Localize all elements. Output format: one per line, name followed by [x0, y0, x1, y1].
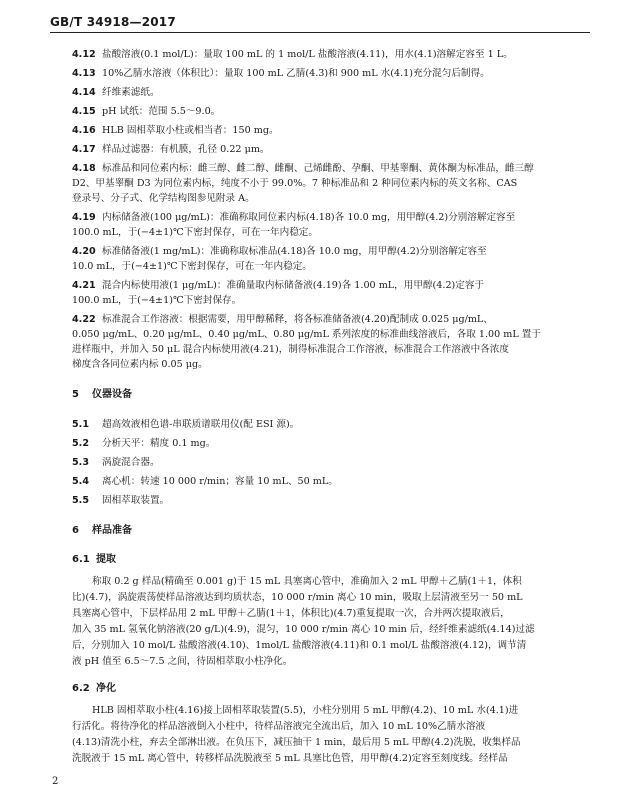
item-number: 4.12: [72, 49, 96, 60]
item-continuation: 进样瓶中，并加入 50 μL 混合内标使用液(4.21)，制得标准混合工作溶液，标准混合工作溶液中各浓度: [72, 344, 509, 355]
item-text: 固相萃取装置。: [102, 495, 170, 506]
item-continuation: 100.0 mL，于(−4±1)℃下密封保存，可在一年内稳定。: [72, 227, 318, 238]
item-text: 标准储备液(1 mg/mL)：准确称取标准品(4.18)各 10.0 mg，用甲醇(4.2)分别溶解定容至: [102, 246, 487, 257]
section-title: 样品准备: [92, 525, 132, 536]
subsection-title: 净化: [96, 683, 116, 694]
page-number: 2: [52, 776, 59, 787]
item-number: 5.1: [72, 419, 89, 430]
paragraph-line: 具塞离心管中，下层样品用 2 mL 甲醇＋乙腈(1＋1，体积比)(4.7)重复提取一次，合并两次提取液后，: [72, 608, 510, 619]
paragraph-line: 加入 35 mL 氢氧化钠溶液(20 g/L)(4.9)，混匀，10 000 r/min 离心 10 min 后，经纤维素滤纸(4.14)过滤: [72, 624, 535, 635]
item-number: 5.4: [72, 476, 89, 487]
item-continuation: 梯度含各同位素内标 0.05 μg。: [72, 359, 208, 370]
subsection-title: 提取: [96, 554, 116, 565]
paragraph-line: (4.13)清洗小柱，弃去全部淋出液。在负压下，减压抽干 1 min，最后用 5 mL 甲醇(4.2)洗脱，收集样品: [72, 737, 521, 748]
item-text: 标准品和同位素内标：雌三醇、雌二醇、雌酮、己烯雌酚、孕酮、甲基睾酮、黄体酮为标准品，雌三醇: [102, 163, 534, 174]
item-continuation: 0.050 μg/mL、0.20 μg/mL、0.40 μg/mL、0.80 μg/mL 系列浓度的标准曲线溶液后，各取 1.00 mL 置于: [72, 329, 541, 340]
section-title: 仪器设备: [92, 389, 132, 400]
item-text: 离心机：转速 10 000 r/min；容量 10 mL、50 mL。: [102, 476, 338, 487]
item-text: 纤维素滤纸。: [102, 87, 160, 98]
paragraph-line: 行活化。将待净化的样品溶液倒入小柱中，待样品溶液完全流出后，加入 10 mL 10%乙腈水溶液: [72, 721, 486, 732]
section-number: 6: [72, 525, 79, 536]
item-number: 4.21: [72, 280, 96, 291]
item-continuation: 登录号、分子式、化学结构图参见附录 A。: [72, 193, 255, 204]
item-text: 分析天平：精度 0.1 mg。: [102, 438, 216, 449]
paragraph-line: HLB 固相萃取小柱(4.16)接上固相萃取装置(5.5)，小柱分别用 5 mL 甲醇(4.2)、10 mL 水(4.1)进: [92, 705, 519, 716]
item-text: 内标储备液(100 μg/mL)：准确称取同位素内标(4.18)各 10.0 mg，用甲醇(4.2)分别溶解定容至: [102, 212, 516, 223]
item-number: 5.5: [72, 495, 89, 506]
item-number: 4.16: [72, 125, 96, 136]
subsection-number: 6.1: [72, 554, 90, 565]
subsection-number: 6.2: [72, 683, 90, 694]
paragraph-line: 比)(4.7)，涡旋震荡使样品溶液达到均质状态，10 000 r/min 离心 10 min，吸取上层清液至另一 50 mL: [72, 592, 523, 603]
item-text: HLB 固相萃取小柱或相当者：150 mg。: [102, 125, 279, 136]
item-number: 5.3: [72, 457, 89, 468]
item-continuation: D2、甲基睾酮 D3 为同位素内标，纯度不小于 99.0%。7 种标准品和 2 种同位素内标的英文名称、CAS: [72, 178, 518, 189]
item-number: 4.20: [72, 246, 96, 257]
item-number: 4.18: [72, 163, 96, 174]
item-text: 标准混合工作溶液：根据需要，用甲醇稀释，将各标准储备液(4.20)配制成 0.025 μg/mL、: [102, 314, 493, 325]
section-number: 5: [72, 389, 79, 400]
paragraph-line: 称取 0.2 g 样品(精确至 0.001 g)于 15 mL 具塞离心管中，准确加入 2 mL 甲醇＋乙腈(1＋1，体积: [92, 576, 522, 587]
item-text: 样品过滤器：有机膜，孔径 0.22 μm。: [102, 144, 270, 155]
item-number: 4.13: [72, 68, 96, 79]
item-text: 涡旋混合器。: [102, 457, 160, 468]
paragraph-line: 液 pH 值至 6.5～7.5 之间，待固相萃取小柱净化。: [72, 656, 293, 667]
item-text: 盐酸溶液(0.1 mol/L)：量取 100 mL 的 1 mol/L 盐酸溶液(4.11)，用水(4.1)溶解定容至 1 L。: [102, 49, 513, 60]
item-continuation: 10.0 mL，于(−4±1)℃下密封保存，可在一年内稳定。: [72, 261, 312, 272]
paragraph-line: 后，分别加入 10 mol/L 盐酸溶液(4.10)、1mol/L 盐酸溶液(4.11)和 0.1 mol/L 盐酸溶液(4.12)，调节清: [72, 640, 527, 651]
item-number: 4.19: [72, 212, 96, 223]
item-number: 4.22: [72, 314, 96, 325]
item-text: 10%乙腈水溶液（体积比）：量取 100 mL 乙腈(4.3)和 900 mL 水(4.1)充分混匀后制得。: [102, 68, 490, 79]
standard-number-header: GB/T 34918—2017: [50, 15, 176, 29]
item-text: pH 试纸：范围 5.5～9.0。: [102, 106, 221, 117]
item-text: 混合内标使用液(1 μg/mL)：准确量取内标储备液(4.19)各 1.00 mL，用甲醇(4.2)定容于: [102, 280, 485, 291]
item-text: 超高效液相色谱-串联质谱联用仪(配 ESI 源)。: [102, 419, 300, 430]
item-number: 5.2: [72, 438, 89, 449]
item-number: 4.14: [72, 87, 96, 98]
item-number: 4.15: [72, 106, 96, 117]
header-rule: [50, 32, 590, 33]
item-number: 4.17: [72, 144, 96, 155]
paragraph-line: 洗脱液于 15 mL 离心管中，转移样品洗脱液至 5 mL 具塞比色管，用甲醇(4.2)定容至刻度线。经样品: [72, 753, 508, 764]
item-continuation: 100.0 mL，于(−4±1)℃下密封保存。: [72, 295, 242, 306]
